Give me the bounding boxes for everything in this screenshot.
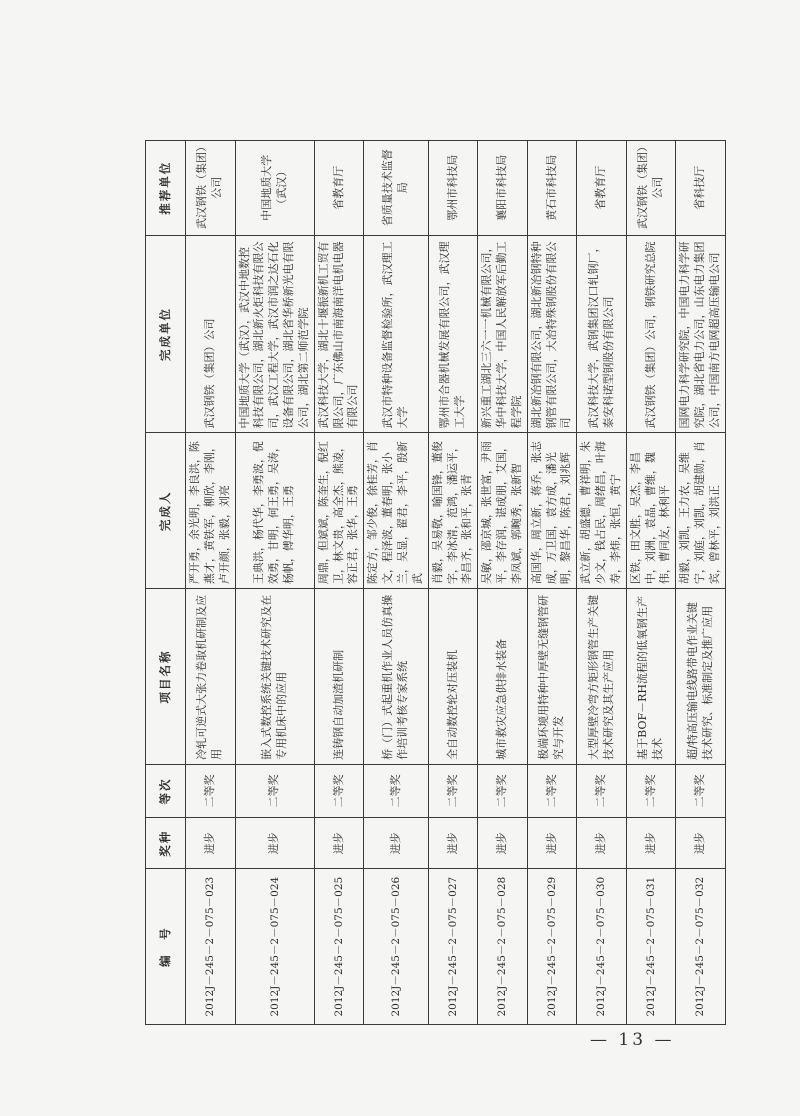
page-number: — 13 — — [590, 1030, 675, 1050]
cell-id: 2012J－245－2－075－030 — [577, 869, 627, 1025]
awards-table-rotated — [145, 140, 721, 1025]
cell-name: 基于BOF－RH流程的低氧钢生产技术 — [626, 589, 676, 765]
cell-type: 进步 — [626, 818, 676, 869]
cell-id: 2012J－245－2－075－023 — [186, 869, 236, 1025]
cell-units: 武汉科技大学，湖北十堰振新机工贸有限公司，广东佛山市南海南洋电机电器有限公司 — [314, 235, 364, 433]
cell-people: 高国华，周立新，蒋乔，张志成，万卫国，袁方成，潘光明，黎昌华，陈君，刘兆辉 — [527, 433, 577, 589]
header-grade: 等次 — [146, 764, 186, 817]
cell-grade: 二等奖 — [428, 764, 478, 817]
cell-people: 吴敏，邵京城，张世富，尹雨平，李存润，谌成朋，艾国，李凤斌，郭畹秀，张新智 — [478, 433, 528, 589]
cell-people: 肖毅，吴易敬，喻国锋，董俊字，李冰清，范鸿，潘运平，李昌齐，张和平，张青 — [428, 433, 478, 589]
table-row — [478, 141, 528, 1025]
cell-people: 胡毅，刘凯，王力农，吴维宁，刘庭，刘凯，胡建勋，肖宾，曾林平，刘洪正 — [676, 433, 726, 589]
cell-grade: 二等奖 — [577, 764, 627, 817]
cell-grade: 二等奖 — [676, 764, 726, 817]
cell-id: 2012J－245－2－075－026 — [364, 869, 428, 1025]
cell-type: 进步 — [676, 818, 726, 869]
cell-units: 中国地质大学（武汉），武汉中地数控科技有限公司，湖北新火炬科技有限公司，武汉工程大学，武汉市润之达石化设备有限公司，湖北省华桥新光电有限公司，湖北第二师范学院 — [235, 235, 314, 433]
cell-type: 进步 — [314, 818, 364, 869]
cell-recommender: 省教育厅 — [577, 141, 627, 236]
cell-people: 王典洪，杨代华，李勇波，倪效勇，甘明，何王勇，吴涛，杨帆，傅华明，王勇 — [235, 433, 314, 589]
table-row — [428, 141, 478, 1025]
cell-type: 进步 — [186, 818, 236, 869]
cell-units: 鄂州市合器机械发展有限公司，武汉理工大学 — [428, 235, 478, 433]
cell-name: 全自动数控轮对压装机 — [428, 589, 478, 765]
header-recommender: 推荐单位 — [146, 141, 186, 236]
cell-type: 进步 — [577, 818, 627, 869]
table-row — [364, 141, 428, 1025]
cell-units: 新兴重工湖北三六一一机械有限公司，华中科技大学，中国人民解放军后勤工程学院 — [478, 235, 528, 433]
cell-grade: 二等奖 — [626, 764, 676, 817]
cell-grade: 二等奖 — [364, 764, 428, 817]
table-row — [626, 141, 676, 1025]
cell-type: 进步 — [527, 818, 577, 869]
cell-units: 武汉钢铁（集团）公司，钢铁研究总院 — [626, 235, 676, 433]
cell-recommender: 中国地质大学（武汉） — [235, 141, 314, 236]
cell-id: 2012J－245－2－075－029 — [527, 869, 577, 1025]
header-id: 编 号 — [146, 869, 186, 1025]
cell-recommender: 省教育厅 — [314, 141, 364, 236]
cell-recommender: 省科技厅 — [676, 141, 726, 236]
table-row — [527, 141, 577, 1025]
cell-type: 进步 — [428, 818, 478, 869]
cell-grade: 二等奖 — [527, 764, 577, 817]
cell-type: 进步 — [235, 818, 314, 869]
table-row — [314, 141, 364, 1025]
cell-id: 2012J－245－2－075－024 — [235, 869, 314, 1025]
table-row — [235, 141, 314, 1025]
table-header-row — [146, 141, 186, 1025]
cell-type: 进步 — [478, 818, 528, 869]
awards-table — [145, 140, 726, 1025]
cell-people: 周鼎，但斌斌，陈奎生，倪红卫，林文贵，高全杰，熊凌，容正君，张华，王勇 — [314, 433, 364, 589]
cell-type: 进步 — [364, 818, 428, 869]
cell-recommender: 鄂州市科技局 — [428, 141, 478, 236]
cell-people: 陈定方，邹少俊，徐桂芳，肖文，程泽波，董春明，张小兰，吴显，翟君，李平，殷新武 — [364, 433, 428, 589]
cell-recommender: 襄阳市科技局 — [478, 141, 528, 236]
header-units: 完成单位 — [146, 235, 186, 433]
cell-recommender: 黄石市科技局 — [527, 141, 577, 236]
table-row — [577, 141, 627, 1025]
cell-recommender: 武汉钢铁（集团）公司 — [186, 141, 236, 236]
header-type: 奖种 — [146, 818, 186, 869]
header-people: 完成人 — [146, 433, 186, 589]
cell-name: 城市救灾应急供排水装备 — [478, 589, 528, 765]
header-name: 项目名称 — [146, 589, 186, 765]
cell-grade: 二等奖 — [478, 764, 528, 817]
cell-name: 桥（门）式起重机作业人员仿真操作培训考核专家系统 — [364, 589, 428, 765]
cell-grade: 二等奖 — [235, 764, 314, 817]
cell-units: 国网电力科学研究院，中国电力科学研究院，湖北省电力公司，山东电力集团公司，中国南方电网超高压输电公司 — [676, 235, 726, 433]
cell-name: 嵌入式数控系统关键技术研究及在专用机床中的应用 — [235, 589, 314, 765]
cell-name: 冷轧可逆式大张力卷取机研制及应用 — [186, 589, 236, 765]
cell-id: 2012J－245－2－075－032 — [676, 869, 726, 1025]
cell-units: 湖北新冶钢有限公司，湖北新冶钢特种钢管有限公司，大冶特殊钢股份有限公司 — [527, 235, 577, 433]
cell-name: 极端环境用特种中厚壁无缝钢管研究与开发 — [527, 589, 577, 765]
cell-grade: 二等奖 — [186, 764, 236, 817]
cell-grade: 二等奖 — [314, 764, 364, 817]
cell-name: 连铸钢自动加渣机研制 — [314, 589, 364, 765]
cell-units: 武汉科技大学，武钢集团汉口轧钢厂，泰安科诺型钢股份有限公司 — [577, 235, 627, 433]
cell-people: 武立新，胡盛德，曹祥明，朱少文，钱占民，周绪昌，叶海寿，李炜，张恒，黄宁 — [577, 433, 627, 589]
cell-id: 2012J－245－2－075－031 — [626, 869, 676, 1025]
cell-units: 武汉市特种设备监督检验所，武汉理工大学 — [364, 235, 428, 433]
cell-recommender: 武汉钢铁（集团）公司 — [626, 141, 676, 236]
table-row — [186, 141, 236, 1025]
cell-id: 2012J－245－2－075－028 — [478, 869, 528, 1025]
cell-id: 2012J－245－2－075－027 — [428, 869, 478, 1025]
cell-units: 武汉钢铁（集团）公司 — [186, 235, 236, 433]
cell-recommender: 省质量技术监督局 — [364, 141, 428, 236]
cell-people: 区铁，田文胜，吴杰，李昌中，刘洲，袁晶，曹维，魏伟，曹同友，林利平 — [626, 433, 676, 589]
cell-name: 超/特高压输电线路带电作业关键技术研究、标准制定及推广应用 — [676, 589, 726, 765]
cell-people: 严开勇，余光明，李良洪，陈燕才，黄铁军，柳欣，李刚，卢开颜，张毅，刘亮 — [186, 433, 236, 589]
table-row — [676, 141, 726, 1025]
cell-name: 大型厚壁冷弯方矩形钢管生产关键技术研究及其生产应用 — [577, 589, 627, 765]
cell-id: 2012J－245－2－075－025 — [314, 869, 364, 1025]
